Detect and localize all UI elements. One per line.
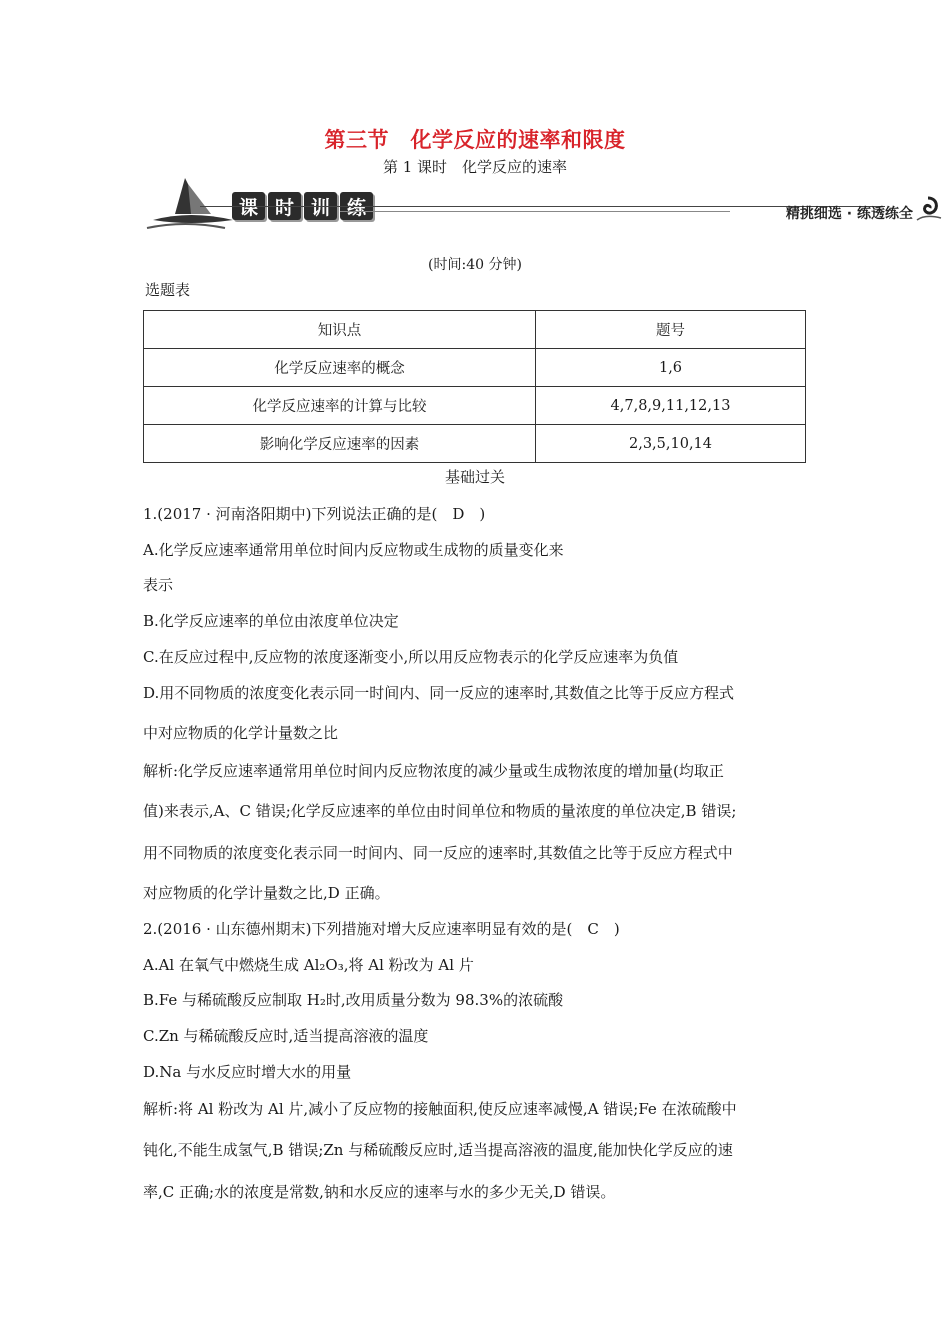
q2-explanation: 解析:将 Al 粉改为 Al 片,减小了反应物的接触面积,使反应速率减慢,A 错误;Fe 在浓硫酸中 (143, 1100, 737, 1118)
lesson-subtitle: 第 1 课时 化学反应的速率 (382, 158, 568, 176)
q2-option-a: A.Al 在氧气中燃烧生成 Al₂O₃,将 Al 粉改为 Al 片 (143, 956, 474, 974)
q2-option-c: C.Zn 与稀硫酸反应时,适当提高溶液的温度 (143, 1027, 429, 1045)
swirl-icon (913, 194, 943, 224)
q1-explanation: 对应物质的化学计量数之比,D 正确。 (143, 884, 390, 902)
table-cell: 影响化学反应速率的因素 (144, 425, 536, 463)
sailboat-icon (145, 176, 235, 232)
table-title: 选题表 (145, 281, 191, 299)
q1-option-a-cont: 表示 (143, 576, 174, 594)
q2-option-d: D.Na 与水反应时增大水的用量 (143, 1063, 352, 1081)
q1-option-a: A.化学反应速率通常用单位时间内反应物或生成物的质量变化来 (143, 541, 564, 559)
q1-explanation: 用不同物质的浓度变化表示同一时间内、同一反应的速率时,其数值之比等于反应方程式中 (143, 844, 733, 862)
q2-option-b: B.Fe 与稀硫酸反应制取 H₂时,改用质量分数为 98.3%的浓硫酸 (143, 991, 564, 1009)
question-2-stem: 2.(2016 · 山东德州期末)下列措施对增大反应速率明显有效的是( C ) (143, 920, 620, 938)
q1-option-d-cont: 中对应物质的化学计量数之比 (143, 724, 339, 742)
table-row (144, 387, 806, 425)
banner-rule-thin (340, 211, 730, 212)
banner-slogan: 精挑细选 · 练透练全 (785, 206, 913, 222)
table-cell: 2,3,5,10,14 (536, 425, 806, 463)
time-limit: (时间:40 分钟) (428, 257, 522, 273)
q1-option-b: B.化学反应速率的单位由浓度单位决定 (143, 612, 399, 630)
q1-explanation: 解析:化学反应速率通常用单位时间内反应物浓度的减少量或生成物浓度的增加量(均取正 (143, 762, 724, 780)
table-cell: 4,7,8,9,11,12,13 (536, 387, 806, 425)
table-header-cell: 知识点 (144, 311, 536, 349)
q1-option-d: D.用不同物质的浓度变化表示同一时间内、同一反应的速率时,其数值之比等于反应方程式 (143, 684, 735, 702)
q1-explanation: 值)来表示,A、C 错误;化学反应速率的单位由时间单位和物质的量浓度的单位决定,B 错误; (143, 802, 737, 820)
section-title: 基础过关 (444, 468, 505, 486)
table-cell: 1,6 (536, 349, 806, 387)
q1-option-c: C.在反应过程中,反应物的浓度逐渐变小,所以用反应物表示的化学反应速率为负值 (143, 648, 679, 666)
banner-char: 课 (232, 192, 265, 220)
table-row (144, 349, 806, 387)
table-header-cell: 题号 (536, 311, 806, 349)
section-banner (140, 176, 945, 236)
banner-char: 时 (268, 192, 301, 220)
banner-char: 练 (340, 192, 373, 220)
q2-explanation: 率,C 正确;水的浓度是常数,钠和水反应的速率与水的多少无关,D 错误。 (143, 1183, 616, 1201)
question-1-stem: 1.(2017 · 河南洛阳期中)下列说法正确的是( D ) (143, 505, 486, 523)
banner-char: 训 (304, 192, 337, 220)
banner-rule (200, 206, 885, 207)
table-row (144, 425, 806, 463)
page-title: 第三节 化学反应的速率和限度 (324, 128, 626, 152)
table-header-row (144, 311, 806, 349)
table-cell: 化学反应速率的计算与比较 (144, 387, 536, 425)
selection-table (143, 310, 806, 463)
q2-explanation: 钝化,不能生成氢气,B 错误;Zn 与稀硫酸反应时,适当提高溶液的温度,能加快化学反应的速 (143, 1141, 733, 1159)
table-cell: 化学反应速率的概念 (144, 349, 536, 387)
